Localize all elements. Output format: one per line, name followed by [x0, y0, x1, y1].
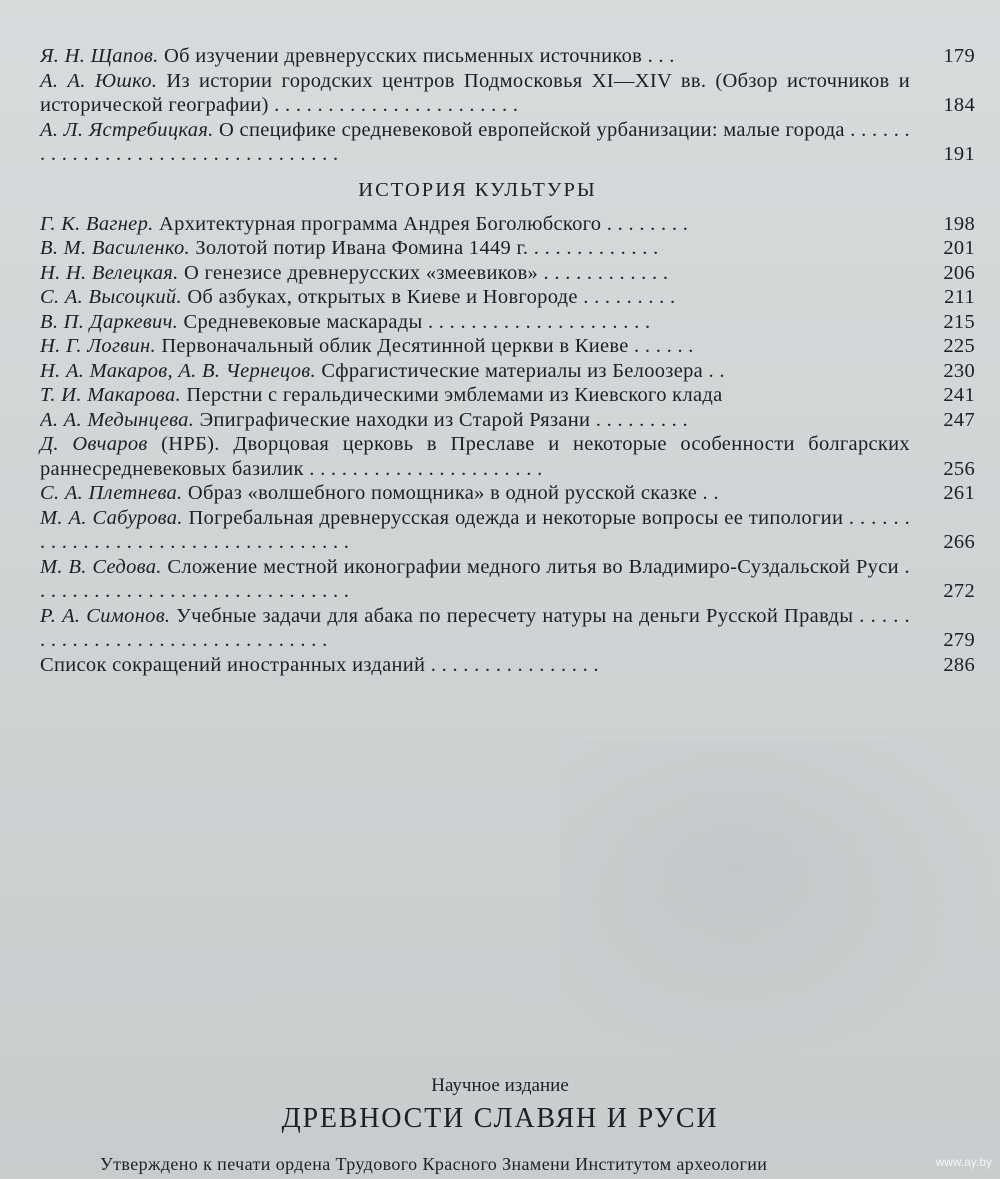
toc-entry — [40, 604, 975, 653]
entry-page-number: 215 — [943, 310, 975, 333]
toc-entry — [40, 261, 975, 286]
entry-author: Г. К. Вагнер. — [40, 212, 154, 235]
show-through-text-shadow — [560, 740, 1000, 1060]
entry-author: Д. Овчаров — [40, 433, 148, 455]
entry-page-number: 211 — [944, 286, 975, 308]
entry-title: Перстни с геральдическими эмблемами из Киевского клада — [180, 384, 723, 406]
entry-author: В. М. Василенко. — [40, 237, 190, 259]
entry-author: В. П. Даркевич. — [40, 310, 179, 333]
entry-title: Погребальная древнерусская одежда и некоторые вопросы ее типологии . . . . . . . . . . . . . . . . . . . . . . . . . . . . . . . . . . . — [40, 506, 910, 553]
toc-entry — [40, 653, 975, 678]
entry-page-number: 230 — [943, 359, 975, 382]
entry-author: Н. Г. Логвин. — [40, 335, 156, 357]
entry-page-number: 179 — [943, 45, 975, 67]
entry-title: Первоначальный облик Десятинной церкви в Киеве . . . . . . — [155, 335, 694, 357]
toc-entry — [40, 432, 975, 481]
entry-title: Об азбуках, открытых в Киеве и Новгороде . . . . . . . . . — [181, 286, 676, 308]
entry-page-number: 184 — [943, 94, 975, 116]
toc-entry — [40, 310, 975, 335]
entry-title: О генезисе древнерусских «змеевиков» . . . . . . . . . . . . — [178, 261, 669, 284]
entry-title: Эпиграфические находки из Старой Рязани . . . . . . . . . — [194, 408, 688, 431]
book-title: ДРЕВНОСТИ СЛАВЯН И РУСИ — [281, 1103, 719, 1134]
toc-entry — [40, 408, 975, 433]
entry-author: С. А. Высоцкий. — [40, 286, 182, 308]
toc-entry — [40, 69, 975, 118]
watermark: www.ay.by — [935, 1155, 992, 1169]
toc-entry — [40, 359, 975, 384]
entry-title: Архитектурная программа Андрея Боголюбского . . . . . . . . — [153, 212, 689, 235]
entry-page-number: 272 — [943, 580, 975, 602]
toc-entry — [40, 481, 975, 506]
entry-title: Из истории городских центров Подмосковья XI—XIV вв. (Обзор источников и исторической географии) . . . . . . . . . . . . . . . . . . . . . . . — [40, 69, 910, 116]
toc-entry — [40, 236, 975, 261]
entry-author: Н. А. Макаров, А. В. Чернецов. — [40, 359, 316, 382]
toc-entry — [40, 44, 975, 69]
entry-author: Н. Н. Велецкая. — [40, 261, 179, 284]
entry-author: М. В. Седова. — [40, 555, 162, 578]
entry-author: А. Л. Ястребицкая. — [40, 118, 214, 141]
section-heading: ИСТОРИЯ КУЛЬТУРЫ — [358, 178, 597, 201]
entry-title: Сфрагистические материалы из Белоозера . . — [315, 359, 725, 382]
entry-page-number: 225 — [943, 335, 975, 357]
entry-page-number: 206 — [943, 261, 975, 284]
toc-entry — [40, 506, 975, 555]
entry-page-number: 256 — [943, 457, 975, 480]
toc-entry — [40, 334, 975, 359]
entry-author: А. А. Медынцева. — [40, 408, 195, 431]
entry-author: Р. А. Симонов. — [40, 604, 171, 627]
entry-author: Т. И. Макарова. — [40, 384, 181, 406]
entry-title: Сложение местной иконографии медного литья во Владимиро-Суздальской Руси . . . . . . . . . . . . . . . . . . . . . . . . . . . . . . — [40, 555, 910, 602]
entry-page-number: 247 — [943, 408, 975, 431]
entry-title: Средневековые маскарады . . . . . . . . . . . . . . . . . . . . . — [178, 310, 651, 333]
approval-line: Утверждено к печати ордена Трудового Красного Знамени Институтом археологии — [100, 1154, 768, 1174]
entry-page-number: 201 — [943, 237, 975, 259]
toc-entry — [40, 212, 975, 237]
entry-title: Список сокращений иностранных изданий . . . . . . . . . . . . . . . . — [40, 653, 599, 676]
entry-title: Учебные задачи для абака по пересчету натуры на деньги Русской Правды . . . . . . . . . . . . . . . . . . . . . . . . . . . . . . . . — [40, 604, 910, 651]
entry-author: А. А. Юшко. — [40, 69, 158, 92]
entry-title: (НРБ). Дворцовая церковь в Преславе и некоторые особенности болгарских раннесредневековых базилик . . . . . . . . . . . . . . . . . . . . . . — [40, 433, 910, 480]
entry-title: Образ «волшебного помощника» в одной русской сказке . . — [182, 482, 719, 504]
entry-page-number: 191 — [943, 143, 975, 165]
entry-page-number: 266 — [943, 531, 975, 553]
entry-page-number: 261 — [943, 482, 975, 504]
toc-entry — [40, 383, 975, 408]
entry-page-number: 198 — [943, 212, 975, 235]
entry-page-number: 241 — [943, 384, 975, 406]
entry-page-number: 286 — [943, 653, 975, 676]
toc-entry — [40, 555, 975, 604]
entry-title: Золотой потир Ивана Фомина 1449 г. . . . . . . . . . . . . — [189, 237, 659, 259]
entry-title: Об изучении древнерусских письменных источников . . . — [158, 45, 675, 67]
entry-author: М. А. Сабурова. — [40, 506, 183, 529]
table-of-contents — [40, 44, 975, 677]
entry-page-number: 279 — [943, 629, 975, 651]
edition-type: Научное издание — [431, 1075, 569, 1096]
entry-title: О специфике средневековой европейской урбанизации: малые города . . . . . . . . . . . . . . . . . . . . . . . . . . . . . . . . . . — [40, 118, 910, 165]
entry-author: С. А. Плетнева. — [40, 482, 183, 504]
toc-entry — [40, 118, 975, 167]
entry-author: Я. Н. Щапов. — [40, 45, 159, 67]
toc-entry — [40, 285, 975, 310]
